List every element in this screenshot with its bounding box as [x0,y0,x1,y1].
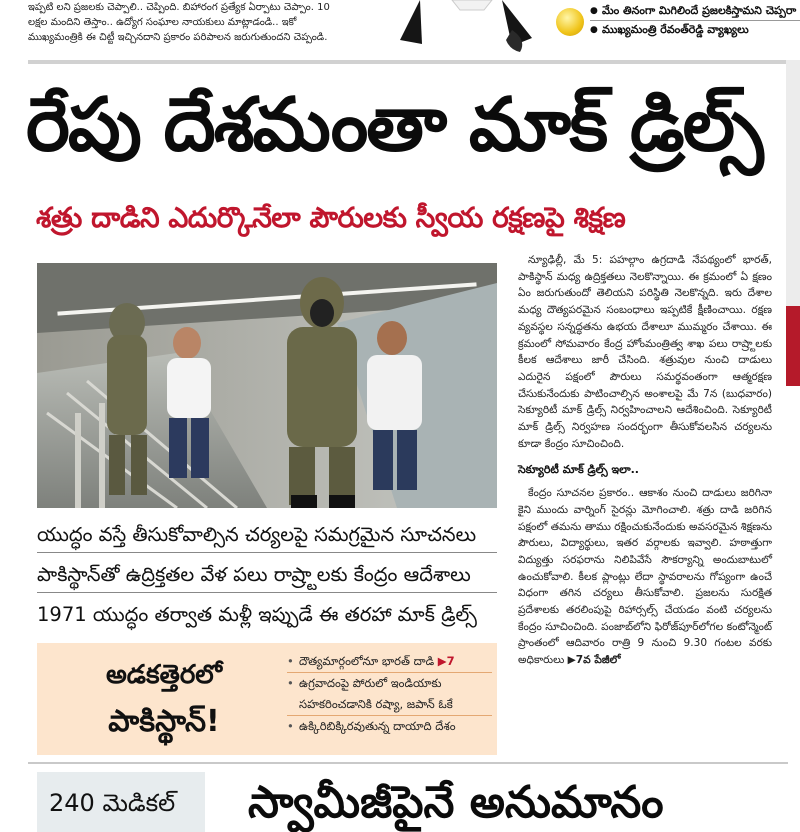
box-bullet-list [287,651,492,737]
box-bullet-text: ఉగ్రవాదంపై పోరులో ఇండియాకు సహకరించడానికి రష్యా, జపాన్ ఓకే [299,676,453,711]
continued-page-label: 7వ పేజీలో [575,654,621,667]
article-paragraph: న్యూఢిల్లీ, మే 5: పహల్గాం ఉగ్రదాడి నేపథ్యంలో భారత్, పాకిస్థాన్ మధ్య ఉద్రిక్తతలు నెలకొన్నాయి. ఈ క్రమంలో ఏ క్షణం ఏం జరుగుతుందో తెలియని పరిస్థితి నెలకొన్నది. ఇరు దేశాల మధ్య దౌత్యపరమైన సంబంధాలు ఇప్పటికే క్షీణించాయి. రక్షణ వ్యవస్థల సన్నద్ధతను ఉభయ దేశాలూ ముమ్మరం చేశాయి. ఈ క్రమంలో సోమవారం కేంద్ర హోంమంత్రిత్వ శాఖ పలు రాష్ర్టాలకు కీలక ఆదేశాలు జారీ చేసింది. శత్రువుల నుంచి దాడులు ఎదురైన పక్షంలో పౌరులు సమర్థవంతంగా ఆత్మరక్షణ చేసుకునేందుకు పాటించాల్సిన అంశాలపై మే 7న (బుధవారం) సెక్యూరిటీ మాక్ డ్రిల్స్ నిర్వహించాలని ఆదేశించింది. సెక్యూరిటీ మాక్ డ్రిల్స్ నిర్వహణ సందర్భంగా తీసుకోవలసిన చర్యలను కూడా కేంద్రం సూచించింది. [518,254,772,450]
continued-on-page-link[interactable]: ▶7వ పేజీలో [567,654,621,667]
main-headline: రేపు దేశమంతా మాక్ డ్రిల్స్ [26,82,762,168]
previous-story-line: లక్షల మందిని తెస్తాం.. ఉద్యోగ సంఘాల నాయకులు మాట్లాడండి.. ఇకో [28,17,297,28]
top-strip [0,0,800,58]
box-title-line: పాకిస్థాన్! [108,704,220,739]
coin-icon [556,8,584,36]
previous-story-text [28,0,388,52]
article-body [518,252,772,669]
box-title [49,655,279,745]
related-items [590,2,800,39]
adjacent-page-edge [786,60,800,306]
highlight-box [37,643,497,755]
box-title-line: అడకత్తెరలో [105,660,222,690]
mock-drill-photo [37,263,497,508]
side-story-teaser[interactable]: 240 మెడికల్ [37,772,205,832]
article-paragraph [518,485,772,669]
article-paragraph-text: కేంద్రం సూచనల ప్రకారం.. ఆకాశం నుంచి దాడులు జరిగినా కైని ముందు వార్నింగ్ సైరన్లు మోగించాలి. శత్రు దాడి జరిగిన పక్షంలో తమను తాము రక్షించుకునేందుకు అవసరమైన శిక్షణను పౌరులు, విద్యార్థులు, ఇతర వర్గాలకు ఇవ్వాలి. హఠాత్తుగా విద్యుత్తు సరఫరాను నిలిపివేసే సౌకర్యాన్ని అందుబాటులో ఉంచుకోవాలి. కీలక ప్లాంట్లు లేదా స్థావరాలను గోప్యంగా ఉంచే విధంగా తగిన చర్యలు తీసుకోవాలి. ప్రజలను సురక్షిత ప్రదేశాలకు తరలింపుపై రిహార్సల్స్ చేయడం వంటి చర్యలను కేంద్రం సూచించింది. పంజాబ్‌లోని ఫిరోజ్‌పూర్‌లోగల కంటోన్మెంట్ ప్రాంతంలో ఆదివారం రాత్రి 9 నుంచి 9.30 గంటల వరకు అధికారులు [518,487,772,667]
next-story-headline[interactable]: స్వామీజీపైనే అనుమానం [248,777,664,828]
box-bullet-item[interactable] [287,716,492,737]
related-item[interactable]: ● ముఖ్యమంత్రి రేవంత్‌రెడ్డి వ్యాఖ్యలు [590,20,800,39]
box-bullet-text: ఉక్కిరిబిక్కిరవుతున్న దాయాది దేశం [299,719,456,733]
mock-drill-photo-illustration [37,263,497,508]
related-item[interactable]: ● మేం తినంగా మిగిలిందే ప్రజలకిస్తామని చెప్పరా [590,2,800,20]
adjacent-page-red-tab [786,306,800,386]
box-bullet-text: దౌత్యమార్గంలోనూ భారత్ దాడి [299,654,435,668]
summary-line: 1971 యుద్ధం తర్వాత మళ్లీ ఇప్పుడే ఈ తరహా మాక్ డ్రిల్స్ [37,603,477,626]
previous-story-line: ముఖ్యమంత్రికి ఈ చిట్టీ ఇచ్చినదాని ప్రకారం పరిపాలన జరుగుతుందని చెప్పండి. [28,32,328,43]
sub-headline: శత్రు దాడిని ఎదుర్కొనేలా పౌరులకు స్వీయ రక్షణపై శిక్షణ [36,201,626,234]
previous-story-line: ఇప్పటి లని ప్రజలకు చెప్పాలి.. చెప్పింది. బిహారంగ ప్రత్యేక ఏర్పాటు చెప్పాం. 10 [28,2,330,13]
summary-line: పాకిస్థాన్‌తో ఉద్రిక్తతల వేళ పలు రాష్ర్టాలకు కేంద్రం ఆదేశాలు [37,558,497,593]
article-subheading: సెక్యూరిటీ మాక్ డ్రిల్స్ ఇలా.. [518,463,639,477]
cartoon-figure-illustration [392,0,562,58]
box-bullet-item[interactable] [287,651,492,673]
summary-line: యుద్ధం వస్తే తీసుకోవాల్సిన చర్యలపై సమగ్రమైన సూచనలు [37,518,497,553]
page-ref-arrow: ▶7 [437,654,455,668]
divider [28,60,788,64]
divider [28,762,788,764]
box-bullet-item[interactable] [287,673,492,716]
